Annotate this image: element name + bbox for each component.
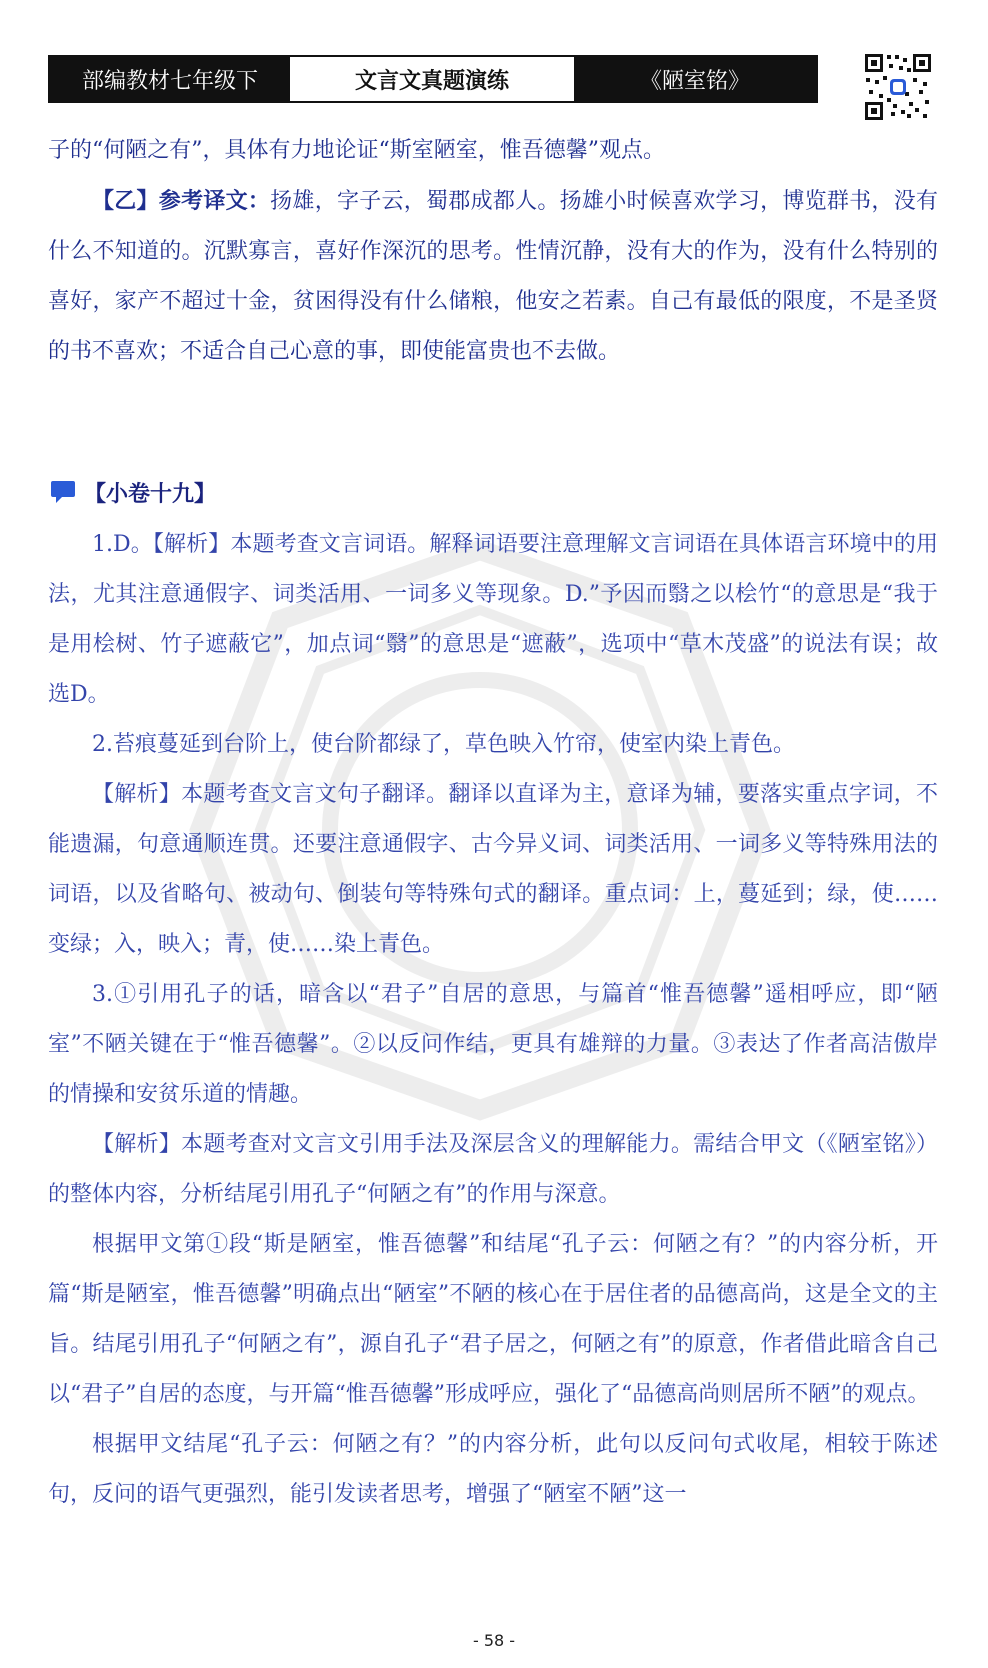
header-lesson: 《陋室铭》	[574, 57, 816, 101]
section-heading	[48, 470, 938, 514]
flag-icon	[48, 479, 78, 505]
answer-2: 2.苔痕蔓延到台阶上，使台阶都绿了，草色映入竹帘，使室内染上青色。	[92, 732, 795, 757]
answer-3: 3.①引用孔子的话，暗含以“君子”自居的意思，与篇首“惟吾德馨”遥相呼应，即“陋室”不陋关键在于“惟吾德馨”。②以反问作结，更具有雄辩的力量。③表达了作者高洁傲岸的情操和安贫乐道的情趣。	[48, 982, 938, 1107]
top-text-block	[48, 126, 938, 377]
section-title: 【小卷十九】	[84, 481, 217, 507]
answers-block	[48, 520, 938, 1520]
yi-label: 【乙】参考译文：	[92, 188, 271, 214]
analysis-paragraph-1: 根据甲文第①段“斯是陋室，惟吾德馨”和结尾“孔子云：何陋之有？”的内容分析，开篇“斯是陋室，惟吾德馨”明确点出“陋室”不陋的核心在于居住者的品德高尚，这是全文的主旨。结尾引用孔子“何陋之有”，源自孔子“君子居之，何陋之有”的原意，作者借此暗含自己以“君子”自居的态度，与开篇“惟吾德馨”形成呼应，强化了“品德高尚则居所不陋”的观点。	[48, 1232, 938, 1407]
qr-code-icon	[863, 52, 933, 122]
analysis-paragraph-2: 根据甲文结尾“孔子云：何陋之有？”的内容分析，此句以反问句式收尾，相较于陈述句，反问的语气更强烈，能引发读者思考，增强了“陋室不陋”这一	[48, 1432, 938, 1507]
answer-2-analysis: 【解析】本题考查文言文句子翻译。翻译以直译为主，意译为辅，要落实重点字词，不能遗漏，句意通顺连贯。还要注意通假字、古今异义词、词类活用、一词多义等特殊用法的词语，以及省略句、被动句、倒装句等特殊句式的翻译。重点词：上，蔓延到；绿，使……变绿；入，映入；青，使……染上青色。	[48, 782, 938, 957]
header-bar	[48, 55, 818, 103]
header-title: 文言文真题演练	[290, 57, 574, 101]
continuation-line: 子的“何陋之有”，具体有力地论证“斯室陋室，惟吾德馨”观点。	[48, 138, 665, 163]
answer-3-analysis: 【解析】本题考查对文言文引用手法及深层含义的理解能力。需结合甲文（《陋室铭》）的整体内容，分析结尾引用孔子“何陋之有”的作用与深意。	[48, 1132, 938, 1207]
answer-1: 1.D。【解析】本题考查文言词语。解释词语要注意理解文言词语在具体语言环境中的用法，尤其注意通假字、词类活用、一词多义等现象。D.”予因而翳之以桧竹“的意思是“我于是用桧树、竹子遮蔽它”，加点词“翳”的意思是“遮蔽”，选项中“草木茂盛”的说法有误；故选D。	[48, 532, 938, 707]
yi-translation	[48, 176, 938, 377]
section-block	[48, 470, 938, 514]
yi-text: 扬雄，字子云，蜀郡成都人。扬雄小时候喜欢学习，博览群书，没有什么不知道的。沉默寡言，喜好作深沉的思考。性情沉静，没有大的作为，没有什么特别的喜好，家产不超过十金，贫困得没有什么储粮，他安之若素。自己有最低的限度，不是圣贤的书不喜欢；不适合自己心意的事，即使能富贵也不去做。	[48, 189, 938, 364]
header-grade: 部编教材七年级下	[50, 57, 290, 101]
page-number: - 58 -	[472, 1631, 516, 1650]
